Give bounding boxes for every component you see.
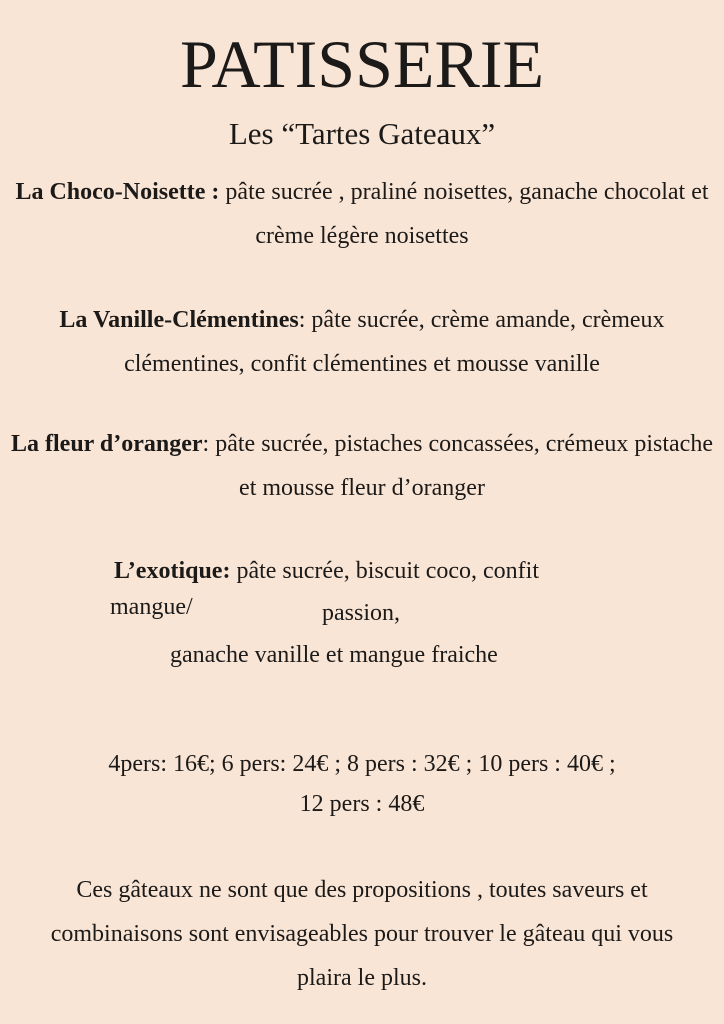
item-name: L’exotique:: [114, 558, 231, 584]
exotique-line-2b: passion,: [322, 600, 400, 626]
price-line-1: 4pers: 16€; 6 pers: 24€ ; 8 pers : 32€ ; 10 pers : 40€ ;: [108, 751, 616, 777]
item-description: : pâte sucrée, crème amande, crèmeux clémentines, confit clémentines et mousse vanille: [124, 307, 665, 377]
item-description: pâte sucrée, biscuit coco, confit: [230, 558, 539, 584]
price-line-2: 12 pers : 48€: [299, 791, 425, 817]
closing-note: Ces gâteaux ne sont que des propositions , toutes saveurs et combinaisons sont envisageables pour trouver le gâteau qui vous plaira le plus.: [50, 877, 674, 991]
item-description: pâte sucrée , praliné noisettes, ganache chocolat et crème légère noisettes: [219, 179, 709, 249]
exotique-line-1: [114, 554, 539, 588]
page-subtitle: Les “Tartes Gateaux”: [228, 116, 496, 151]
item-choco-noisette: [10, 170, 714, 258]
item-name: La fleur d’oranger: [11, 431, 203, 457]
page-title: PATISSERIE: [179, 26, 545, 102]
item-name: La Choco-Noisette :: [15, 179, 220, 205]
exotique-line-3: ganache vanille et mangue fraiche: [170, 642, 498, 668]
item-description: : pâte sucrée, pistaches concassées, crémeux pistache et mousse fleur d’oranger: [202, 431, 713, 501]
item-fleur-oranger: [10, 422, 714, 510]
item-vanille-clementines: [10, 298, 714, 386]
exotique-line-2a: mangue/: [110, 594, 193, 620]
price-list: [10, 744, 714, 824]
item-name: La Vanille-Clémentines: [59, 307, 299, 333]
